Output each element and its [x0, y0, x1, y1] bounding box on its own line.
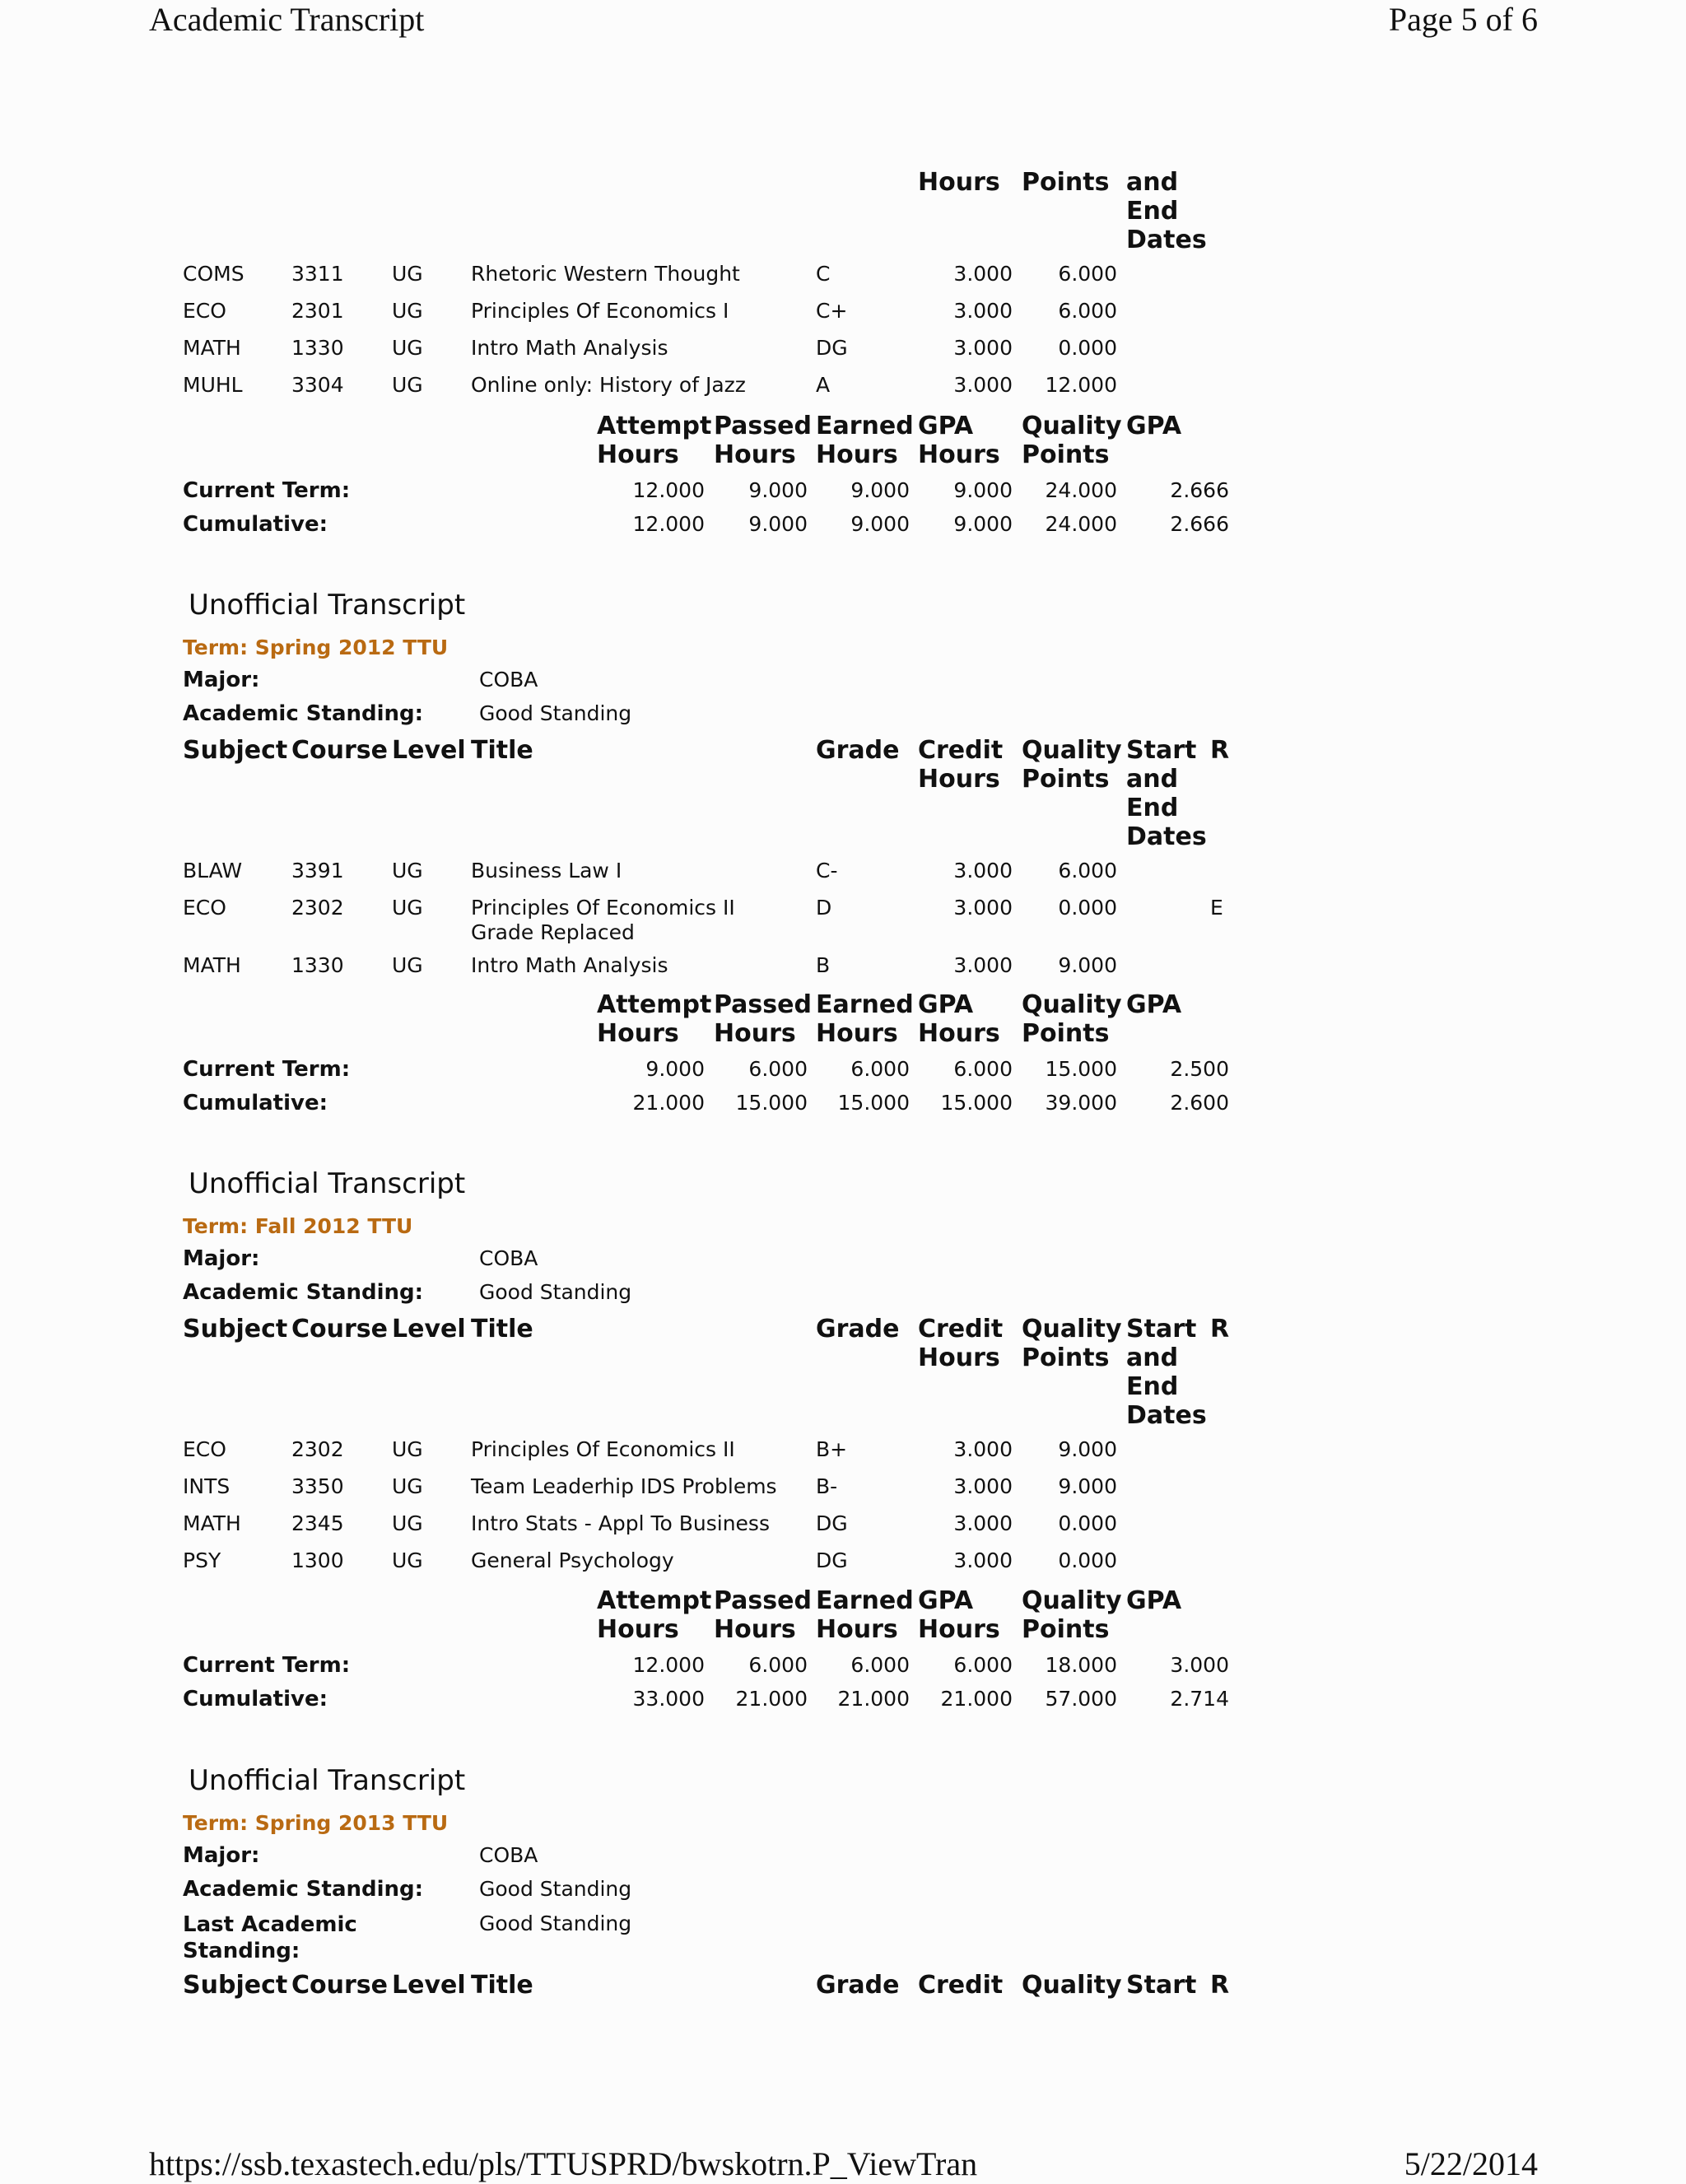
- header-subject: Subject: [183, 1315, 288, 1343]
- gpa: 2.666: [1170, 478, 1229, 502]
- quality-points: 9.000: [1058, 1474, 1117, 1498]
- subject: COMS: [183, 262, 245, 286]
- header-title: Title: [471, 736, 533, 765]
- credit-hours: 3.000: [953, 896, 1013, 920]
- totals-header-attempt: Attempt Hours: [597, 990, 712, 1048]
- grade: A: [816, 373, 831, 397]
- current-term-label: Current Term:: [183, 1057, 351, 1082]
- totals-header-earned: Earned Hours: [816, 1586, 914, 1644]
- attempt-hours: 12.000: [632, 512, 705, 536]
- quality-points: 18.000: [1045, 1653, 1117, 1677]
- course: 2301: [291, 299, 344, 323]
- totals-header-gpa: GPA: [1126, 1586, 1182, 1615]
- title: Principles Of Economics I: [471, 299, 729, 323]
- section-title: Unofficial Transcript: [189, 1764, 466, 1797]
- totals-header-gpa-hours: GPA Hours: [918, 412, 1000, 469]
- header-quality-points: Points: [1022, 168, 1110, 197]
- passed-hours: 6.000: [748, 1057, 808, 1081]
- credit-hours: 3.000: [953, 262, 1013, 286]
- attempt-hours: 9.000: [645, 1057, 705, 1081]
- course: 2345: [291, 1511, 344, 1535]
- attempt-hours: 21.000: [632, 1091, 705, 1115]
- header-credit-hours: Credit Hours: [918, 736, 1004, 794]
- totals-header-gpa-hours: GPA Hours: [918, 1586, 1000, 1644]
- header-subject: Subject: [183, 1971, 288, 2000]
- totals-header-gpa: GPA: [1126, 990, 1182, 1019]
- quality-points: 12.000: [1045, 373, 1117, 397]
- course: 3350: [291, 1474, 344, 1498]
- passed-hours: 9.000: [748, 512, 808, 536]
- passed-hours: 15.000: [735, 1091, 808, 1115]
- header-dates: Start and End Dates: [1126, 736, 1207, 851]
- page-number: Page 5 of 6: [1388, 1, 1538, 38]
- subject: MUHL: [183, 373, 243, 397]
- gpa-hours: 21.000: [940, 1687, 1013, 1711]
- totals-header-passed: Passed Hours: [714, 412, 812, 469]
- header-dates: Start and End Dates: [1126, 1315, 1207, 1430]
- quality-points: 0.000: [1058, 1548, 1117, 1572]
- passed-hours: 6.000: [748, 1653, 808, 1677]
- header-grade: Grade: [816, 736, 900, 765]
- major-value: COBA: [479, 1246, 538, 1270]
- quality-points: 15.000: [1045, 1057, 1117, 1081]
- header-level: Level: [392, 736, 466, 765]
- subject: ECO: [183, 1437, 226, 1461]
- major-label: Major:: [183, 668, 260, 692]
- document-title: Academic Transcript: [149, 1, 425, 38]
- quality-points: 24.000: [1045, 512, 1117, 536]
- last-standing-value: Good Standing: [479, 1912, 632, 1935]
- current-term-label: Current Term:: [183, 1653, 351, 1678]
- gpa: 3.000: [1170, 1653, 1229, 1677]
- passed-hours: 9.000: [748, 478, 808, 502]
- grade: B: [816, 953, 831, 977]
- major-value: COBA: [479, 668, 538, 692]
- gpa: 2.600: [1170, 1091, 1229, 1115]
- grade: B+: [816, 1437, 848, 1461]
- level: UG: [392, 953, 423, 977]
- header-title: Title: [471, 1315, 533, 1343]
- course: 1330: [291, 336, 344, 360]
- gpa: 2.666: [1170, 512, 1229, 536]
- course: 1300: [291, 1548, 344, 1572]
- gpa-hours: 15.000: [940, 1091, 1013, 1115]
- course: 3391: [291, 859, 344, 882]
- header-level: Level: [392, 1315, 466, 1343]
- header-start: Start: [1126, 1971, 1197, 2000]
- gpa-hours: 6.000: [953, 1057, 1013, 1081]
- totals-header-passed: Passed Hours: [714, 1586, 812, 1644]
- standing-label: Academic Standing:: [183, 701, 424, 726]
- header-quality-points: Quality Points: [1022, 736, 1122, 794]
- header-course: Course: [291, 1971, 388, 2000]
- gpa: 2.500: [1170, 1057, 1229, 1081]
- credit-hours: 3.000: [953, 859, 1013, 882]
- major-value: COBA: [479, 1843, 538, 1867]
- header-grade: Grade: [816, 1315, 900, 1343]
- last-standing-label: Last Academic Standing:: [183, 1912, 357, 1963]
- earned-hours: 6.000: [850, 1057, 910, 1081]
- title: Principles Of Economics II: [471, 1437, 735, 1461]
- grade: DG: [816, 1548, 848, 1572]
- header-quality-points: Quality Points: [1022, 1315, 1122, 1372]
- credit-hours: 3.000: [953, 1511, 1013, 1535]
- gpa-hours: 9.000: [953, 478, 1013, 502]
- totals-header-quality: Quality Points: [1022, 990, 1122, 1048]
- header-r: R: [1210, 1315, 1230, 1343]
- quality-points: 24.000: [1045, 478, 1117, 502]
- standing-value: Good Standing: [479, 1877, 632, 1901]
- header-credit-hours: Hours: [918, 168, 1000, 197]
- quality-points: 39.000: [1045, 1091, 1117, 1115]
- header-course: Course: [291, 736, 388, 765]
- quality-points: 9.000: [1058, 953, 1117, 977]
- credit-hours: 3.000: [953, 373, 1013, 397]
- subject: INTS: [183, 1474, 231, 1498]
- level: UG: [392, 1474, 423, 1498]
- standing-label: Academic Standing:: [183, 1280, 424, 1305]
- grade: DG: [816, 336, 848, 360]
- header-quality: Quality: [1022, 1971, 1122, 2000]
- credit-hours: 3.000: [953, 336, 1013, 360]
- header-course: Course: [291, 1315, 388, 1343]
- credit-hours: 3.000: [953, 1437, 1013, 1461]
- totals-header-attempt: Attempt Hours: [597, 412, 712, 469]
- totals-header-quality: Quality Points: [1022, 412, 1122, 469]
- level: UG: [392, 859, 423, 882]
- repeat-indicator: E: [1210, 896, 1223, 920]
- term-name: Term: Fall 2012 TTU: [183, 1214, 413, 1238]
- quality-points: 9.000: [1058, 1437, 1117, 1461]
- gpa-hours: 6.000: [953, 1653, 1013, 1677]
- subject: ECO: [183, 896, 226, 920]
- title: Principles Of Economics II Grade Replaced: [471, 896, 735, 944]
- title: Intro Math Analysis: [471, 953, 668, 977]
- course: 2302: [291, 896, 344, 920]
- earned-hours: 9.000: [850, 512, 910, 536]
- current-term-label: Current Term:: [183, 478, 351, 503]
- header-grade: Grade: [816, 1971, 900, 2000]
- level: UG: [392, 299, 423, 323]
- course: 1330: [291, 953, 344, 977]
- title: Online only: History of Jazz: [471, 373, 746, 397]
- attempt-hours: 12.000: [632, 1653, 705, 1677]
- section-title: Unofficial Transcript: [189, 589, 466, 622]
- attempt-hours: 33.000: [632, 1687, 705, 1711]
- standing-value: Good Standing: [479, 701, 632, 725]
- level: UG: [392, 1511, 423, 1535]
- credit-hours: 3.000: [953, 953, 1013, 977]
- earned-hours: 9.000: [850, 478, 910, 502]
- term-name: Term: Spring 2013 TTU: [183, 1811, 449, 1835]
- level: UG: [392, 1548, 423, 1572]
- print-date: 5/22/2014: [1404, 2145, 1538, 2182]
- quality-points: 0.000: [1058, 1511, 1117, 1535]
- quality-points: 57.000: [1045, 1687, 1117, 1711]
- quality-points: 0.000: [1058, 896, 1117, 920]
- attempt-hours: 12.000: [632, 478, 705, 502]
- header-r: R: [1210, 1971, 1230, 2000]
- earned-hours: 6.000: [850, 1653, 910, 1677]
- course: 3311: [291, 262, 344, 286]
- grade: C+: [816, 299, 848, 323]
- totals-header-gpa: GPA: [1126, 412, 1182, 440]
- grade: B-: [816, 1474, 838, 1498]
- quality-points: 6.000: [1058, 859, 1117, 882]
- level: UG: [392, 1437, 423, 1461]
- earned-hours: 21.000: [837, 1687, 910, 1711]
- cumulative-label: Cumulative:: [183, 1091, 328, 1115]
- subject: MATH: [183, 953, 241, 977]
- subject: MATH: [183, 336, 241, 360]
- page-header: [149, 0, 1538, 40]
- totals-header-earned: Earned Hours: [816, 990, 914, 1048]
- subject: MATH: [183, 1511, 241, 1535]
- header-r: R: [1210, 736, 1230, 765]
- totals-header-attempt: Attempt Hours: [597, 1586, 712, 1644]
- grade: DG: [816, 1511, 848, 1535]
- gpa: 2.714: [1170, 1687, 1229, 1711]
- level: UG: [392, 336, 423, 360]
- grade: C-: [816, 859, 838, 882]
- subject: BLAW: [183, 859, 243, 882]
- passed-hours: 21.000: [735, 1687, 808, 1711]
- term-name: Term: Spring 2012 TTU: [183, 636, 449, 659]
- level: UG: [392, 262, 423, 286]
- totals-header-gpa-hours: GPA Hours: [918, 990, 1000, 1048]
- totals-header-quality: Quality Points: [1022, 1586, 1122, 1644]
- page-url: https://ssb.texastech.edu/pls/TTUSPRD/bwskotrn.P_ViewTran: [149, 2145, 978, 2182]
- quality-points: 6.000: [1058, 299, 1117, 323]
- cumulative-label: Cumulative:: [183, 512, 328, 537]
- major-label: Major:: [183, 1843, 260, 1868]
- grade: D: [816, 896, 832, 920]
- header-title: Title: [471, 1971, 533, 2000]
- title: Business Law I: [471, 859, 622, 882]
- section-title: Unofficial Transcript: [189, 1167, 466, 1200]
- credit-hours: 3.000: [953, 1474, 1013, 1498]
- header-dates: and End Dates: [1126, 168, 1207, 254]
- header-subject: Subject: [183, 736, 288, 765]
- subject: ECO: [183, 299, 226, 323]
- course: 3304: [291, 373, 344, 397]
- title: Intro Stats - Appl To Business: [471, 1511, 770, 1535]
- quality-points: 0.000: [1058, 336, 1117, 360]
- standing-label: Academic Standing:: [183, 1877, 424, 1902]
- course: 2302: [291, 1437, 344, 1461]
- header-credit: Credit: [918, 1971, 1004, 2000]
- gpa-hours: 9.000: [953, 512, 1013, 536]
- cumulative-label: Cumulative:: [183, 1687, 328, 1711]
- title: Intro Math Analysis: [471, 336, 668, 360]
- totals-header-passed: Passed Hours: [714, 990, 812, 1048]
- credit-hours: 3.000: [953, 1548, 1013, 1572]
- header-credit-hours: Credit Hours: [918, 1315, 1004, 1372]
- level: UG: [392, 896, 423, 920]
- major-label: Major:: [183, 1246, 260, 1271]
- title: General Psychology: [471, 1548, 674, 1572]
- credit-hours: 3.000: [953, 299, 1013, 323]
- subject: PSY: [183, 1548, 221, 1572]
- header-level: Level: [392, 1971, 466, 2000]
- level: UG: [392, 373, 423, 397]
- grade: C: [816, 262, 831, 286]
- title: Team Leaderhip IDS Problems: [471, 1474, 777, 1498]
- page-footer: [149, 2144, 1538, 2184]
- title: Rhetoric Western Thought: [471, 262, 740, 286]
- standing-value: Good Standing: [479, 1280, 632, 1304]
- quality-points: 6.000: [1058, 262, 1117, 286]
- totals-header-earned: Earned Hours: [816, 412, 914, 469]
- earned-hours: 15.000: [837, 1091, 910, 1115]
